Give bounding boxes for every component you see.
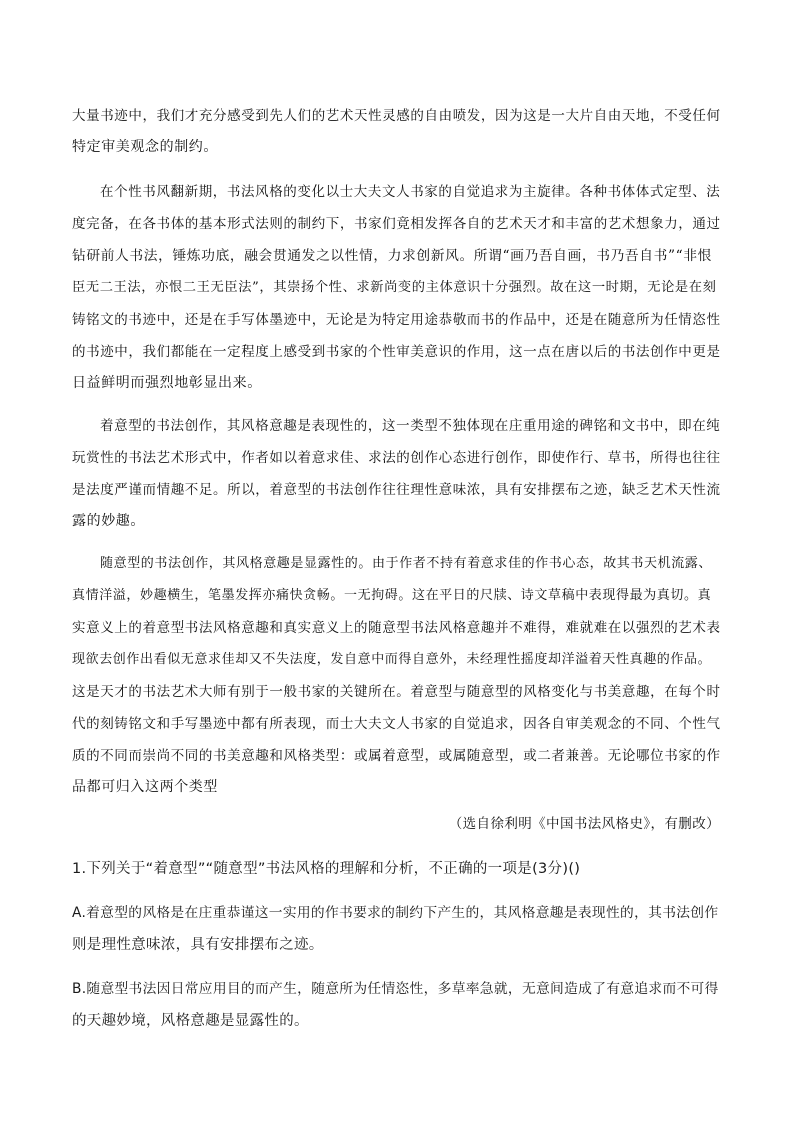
passage-line: 的书迹中，我们都能在一定程度上感受到书家的个性审美意识的作用，这一点在唐以后的书法创作中更是 <box>72 344 721 360</box>
question-stem: 1.下列关于“着意型”“随意型”书法风格的理解和分析，不正确的一项是(3分)() <box>72 861 581 877</box>
passage-line: 露的妙趣。 <box>72 513 145 529</box>
passage-line: 度完备，在各书体的基本形式法则的制约下，书家们竟相发挥各自的艺术天才和丰富的艺术想象力，通过 <box>72 216 721 232</box>
passage-line: 大量书迹中，我们才充分感受到先人们的艺术天性灵感的自由喷发，因为这是一大片自由天地，不受任何 <box>72 108 721 124</box>
passage-line: 品都可归入这两个类型 <box>72 779 218 795</box>
passage-source: （选自徐利明《中国书法风格史》，有删改） <box>448 816 720 832</box>
passage-line: 日益鲜明而强烈地彰显出来。 <box>72 375 262 391</box>
option-a: A.着意型的风格是在庄重恭谨这一实用的作书要求的制约下产生的，其风格意趣是表现性的，其书法创作 <box>72 905 719 921</box>
passage-line: 是法度严谨而情趣不足。所以，着意型的书法创作往往理性意味浓，具有安排摆布之迹，缺乏艺术天性流 <box>72 482 721 498</box>
passage-line: 特定审美观念的制约。 <box>72 139 218 155</box>
passage-line: 铸铭文的书迹中，还是在手写体墨迹中，无论是为特定用途恭敬而书的作品中，还是在随意所为任情恣性 <box>72 312 721 328</box>
passage-line: 在个性书风翻新期，书法风格的变化以士大夫文人书家的自觉追求为主旋律。各种书体体式定型、法 <box>100 184 721 200</box>
passage-line: 着意型的书法创作，其风格意趣是表现性的，这一类型不独体现在庄重用途的碑铭和文书中，即在纯 <box>100 418 721 434</box>
option-b-continued: 的天趣妙境，风格意趣是显露性的。 <box>72 1013 309 1029</box>
passage-line: 玩赏性的书法艺术形式中，作者如以着意求佳、求法的创作心态进行创作，即使作行、草书，所得也往往 <box>72 450 721 466</box>
passage-line: 真情洋溢，妙趣横生，笔墨发挥亦痛快贪畅。一无拘碍。这在平日的尺牍、诗文草稿中表现得最为真切。真 <box>72 588 712 603</box>
passage-line: 这是天才的书法艺术大师有别于一般书家的关键所在。着意型与随意型的风格变化与书美意趣，在每个时 <box>72 684 721 700</box>
passage-line: 实意义上的着意型书法风格意趣和真实意义上的随意型书法风格意趣并不难得，难就难在以强烈的艺术表 <box>72 620 721 636</box>
option-b: B.随意型书法因日常应用目的而产生，随意所为任情恣性，多草率急就，无意间造成了有意追求而不可得 <box>72 981 719 997</box>
passage-line: 随意型的书法创作，其风格意趣是显露性的。由于作者不持有着意求佳的作书心态，故其书天机流露、 <box>100 556 713 571</box>
passage-line: 质的不同而崇尚不同的书美意趣和风格类型：或属着意型，或属随意型，或二者兼善。无论哪位书家的作 <box>72 748 721 764</box>
passage-line: 现欲去创作出看似无意求佳却又不失法度，发自意中而得自意外，未经理性摇度却洋溢着天性真趣的作品。 <box>72 652 712 667</box>
passage-line: 代的刻铸铭文和手写墨迹中都有所表现，而士大夫文人书家的自觉追求，因各自审美观念的不同、个性气 <box>72 716 721 732</box>
passage-line: 臣无二王法，亦恨二王无臣法”，其崇扬个性、求新尚变的主体意识十分强烈。故在这一时期，无论是在刻 <box>72 280 717 295</box>
passage-line: 钻研前人书法，锤炼功底，融会贯通发之以性情，力求创新风。所谓“画乃吾自画，书乃吾自书”“非恨 <box>72 248 712 264</box>
option-a-continued: 则是理性意味浓，具有安排摆布之迹。 <box>72 937 324 953</box>
